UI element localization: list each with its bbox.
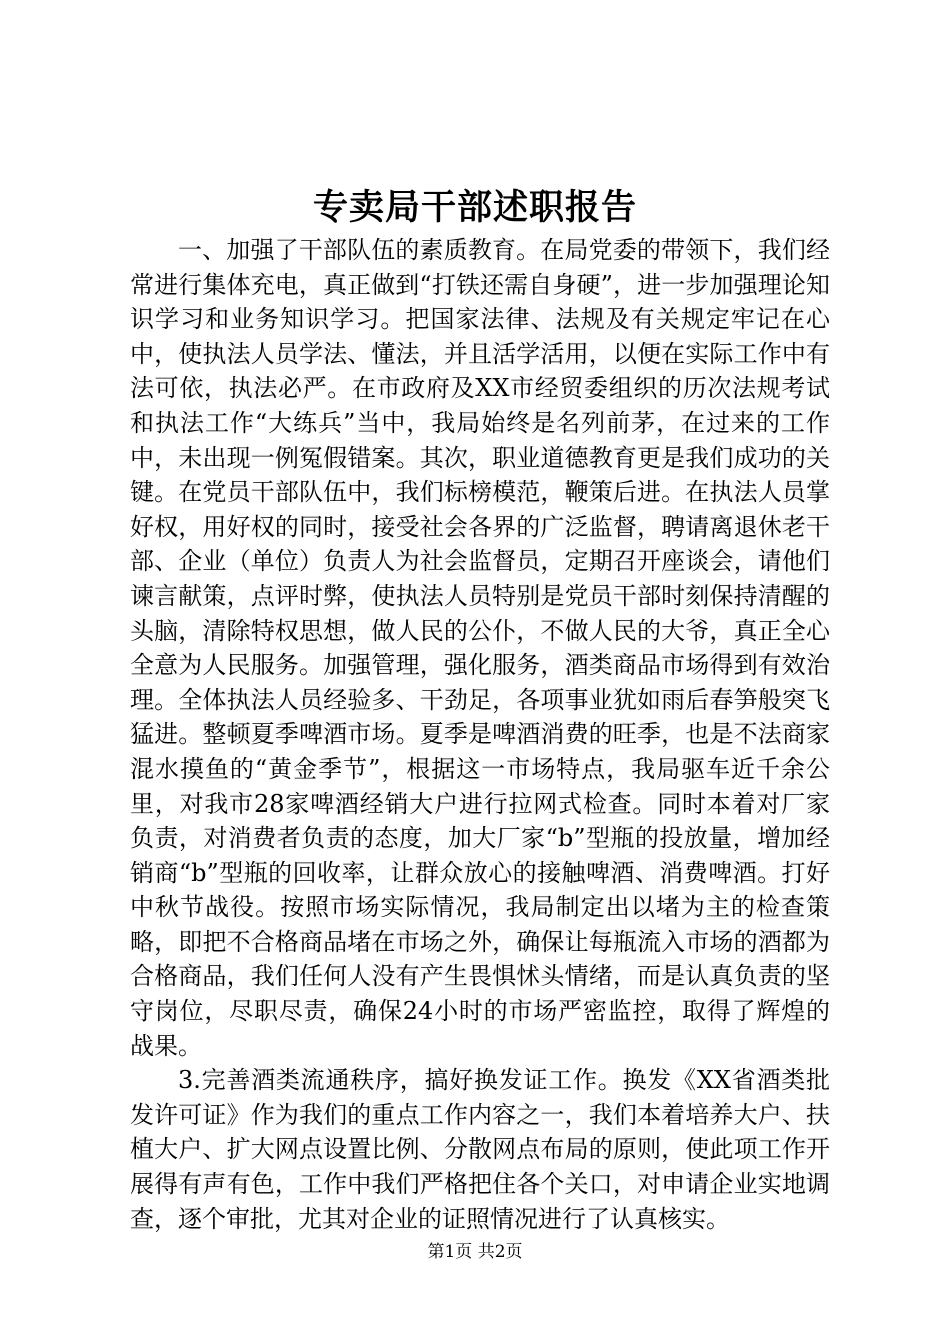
page-number-footer: 第1页 共2页 xyxy=(427,1242,523,1262)
paragraph: 3.完善酒类流通秩序，搞好换发证工作。换发《XX省酒类批发许可证》作为我们的重点工作内容之一，我们本着培养大户、扶植大户、扩大网点设置比例、分散网点布局的原则，使此项工作开展得有声有色，工作中我们严格把住各个关口，对申请企业实地调查，逐个审批，尤其对企业的证照情况进行了认真核实。 xyxy=(130,1066,830,1233)
paragraph: 一、加强了干部队伍的素质教育。在局党委的带领下，我们经常进行集体充电，真正做到“打铁还需自身硬”，进一步加强理论知识学习和业务知识学习。把国家法律、法规及有关规定牢记在心中，使执法人员学法、懂法，并且活学活用，以便在实际工作中有法可依，执法必严。在市政府及XX市经贸委组织的历次法规考试和执法工作“大练兵”当中，我局始终是名列前茅，在过来的工作中，未出现一例冤假错案。其次，职业道德教育更是我们成功的关键。在党员干部队伍中，我们标榜模范，鞭策后进。在执法人员掌好权，用好权的同时，接受社会各界的广泛监督，聘请离退休老干部、企业（单位）负责人为社会监督员，定期召开座谈会，请他们谏言献策，点评时弊，使执法人员特别是党员干部时刻保持清醒的头脑，清除特权思想，做人民的公仆，不做人民的大爷，真正全心全意为人民服务。加强管理，强化服务，酒类商品市场得到有效治理。全体执法人员经验多、干劲足，各项事业犹如雨后春笋般突飞猛进。整顿夏季啤酒市场。夏季是啤酒消费的旺季，也是不法商家混水摸鱼的“黄金季节”，根据这一市场特点，我局驱车近千余公里，对我市28家啤酒经销大户进行拉网式检查。同时本着对厂家负责，对消费者负责的态度，加大厂家“b”型瓶的投放量，增加经销商“b”型瓶的回收率，让群众放心的接触啤酒、消费啤酒。打好中秋节战役。按照市场实际情况，我局制定出以堵为主的检查策略，即把不合格商品堵在市场之外，确保让每瓶流入市场的酒都为合格商品，我们任何人没有产生畏惧怵头情绪，而是认真负责的坚守岗位，尽职尽责，确保24小时的市场严密监控，取得了辉煌的战果。 xyxy=(130,236,830,1060)
document-body xyxy=(130,233,830,1236)
document-title: 专卖局干部述职报告 xyxy=(312,187,637,228)
